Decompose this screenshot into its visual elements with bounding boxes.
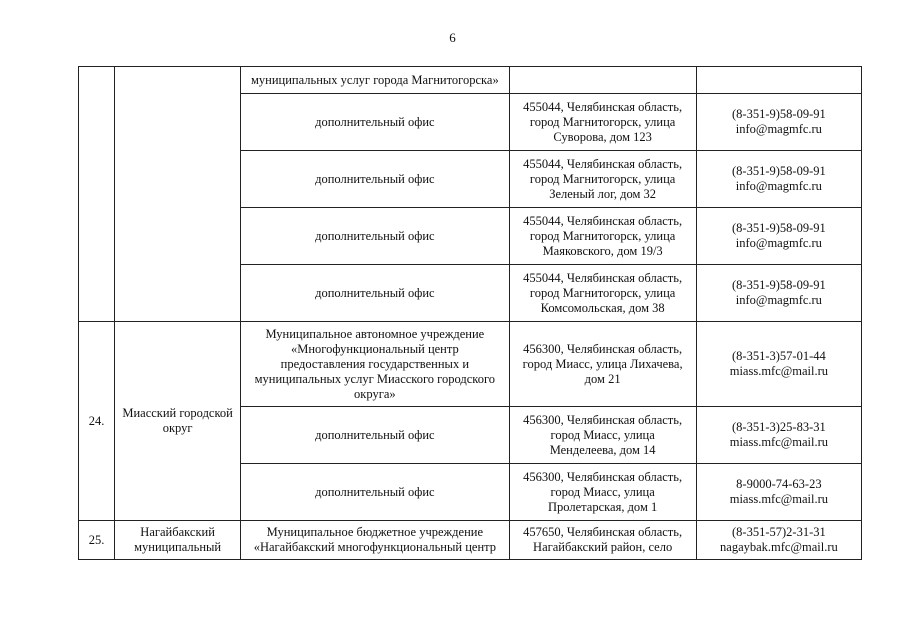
- address-line: город Магнитогорск, улица: [529, 114, 676, 129]
- address-line: 457650, Челябинская область,: [523, 525, 683, 539]
- contacts-cell: [696, 322, 861, 407]
- address-cell: [509, 94, 696, 151]
- organization-line: Муниципальное бюджетное учреждение: [266, 525, 484, 539]
- contacts-cell: [696, 464, 861, 521]
- phone-text: (8-351-9)58-09-91: [732, 164, 826, 178]
- row-number-cell: [79, 322, 115, 521]
- address-cell: [509, 521, 696, 560]
- district-line: муниципальный: [134, 540, 222, 554]
- row-number: 24.: [88, 413, 105, 428]
- organization-line: предоставления государственных и: [280, 356, 470, 371]
- organization-line: дополнительный офис: [315, 427, 435, 442]
- organization-line: «Нагайбакский многофункциональный центр: [253, 540, 496, 554]
- phone-text: (8-351-9)58-09-91: [732, 221, 826, 235]
- organization-line: Муниципальное автономное учреждение: [265, 326, 485, 341]
- address-cell: [509, 265, 696, 322]
- address-line: город Миасс, улица: [550, 427, 655, 442]
- table-row: [79, 521, 862, 560]
- address-line: 455044, Челябинская область,: [523, 270, 683, 285]
- email-text: nagaybak.mfc@mail.ru: [720, 540, 838, 554]
- contacts-cell: [696, 265, 861, 322]
- email-text: info@magmfc.ru: [735, 179, 822, 193]
- organization-cell: [241, 67, 509, 94]
- contacts-cell: [696, 208, 861, 265]
- organization-line: дополнительный офис: [315, 484, 435, 499]
- address-line: Пролетарская, дом 1: [548, 499, 658, 514]
- address-line: Маяковского, дом 19/3: [542, 243, 663, 258]
- organization-line: округа»: [354, 386, 396, 401]
- address-line: город Магнитогорск, улица: [529, 228, 676, 243]
- page-number: 6: [449, 30, 456, 45]
- address-line: город Миасс, улица Лихачева,: [522, 356, 683, 371]
- contacts-cell: [696, 521, 861, 560]
- address-line: дом 21: [584, 371, 621, 386]
- email-text: info@magmfc.ru: [735, 293, 822, 307]
- organization-cell: [241, 322, 509, 407]
- organization-line: дополнительный офис: [315, 285, 435, 300]
- organization-line: «Многофункциональный центр: [290, 341, 459, 356]
- address-cell: [509, 67, 696, 94]
- organization-cell: [241, 407, 509, 464]
- district-cell: [115, 67, 241, 322]
- email-text: miass.mfc@mail.ru: [729, 492, 829, 506]
- contacts-cell: [696, 151, 861, 208]
- address-line: Нагайбакский район, село: [533, 540, 673, 554]
- contacts-cell: [696, 407, 861, 464]
- address-line: город Миасс, улица: [550, 484, 655, 499]
- organization-cell: [241, 151, 509, 208]
- mfc-offices-table: [78, 66, 862, 560]
- email-text: miass.mfc@mail.ru: [729, 435, 829, 449]
- organization-line: дополнительный офис: [315, 114, 435, 129]
- phone-text: (8-351-57)2-31-31: [732, 525, 826, 539]
- row-number-cell: [79, 521, 115, 560]
- row-number: 25.: [88, 532, 105, 547]
- row-number-cell: [79, 67, 115, 322]
- address-line: 455044, Челябинская область,: [523, 213, 683, 228]
- phone-text: (8-351-3)57-01-44: [732, 349, 826, 363]
- organization-line: муниципальных услуг города Магнитогорска»: [250, 72, 499, 87]
- organization-line: муниципальных услуг Миасского городского: [254, 371, 496, 386]
- organization-cell: [241, 521, 509, 560]
- email-text: info@magmfc.ru: [735, 122, 822, 136]
- organization-line: дополнительный офис: [315, 171, 435, 186]
- address-line: Комсомольская, дом 38: [540, 300, 665, 315]
- address-line: 455044, Челябинская область,: [523, 156, 683, 171]
- phone-text: (8-351-9)58-09-91: [732, 278, 826, 292]
- district-line: Миасский городской: [122, 406, 233, 420]
- phone-text: (8-351-9)58-09-91: [732, 107, 826, 121]
- contacts-cell: [696, 67, 861, 94]
- address-cell: [509, 151, 696, 208]
- email-text: miass.mfc@mail.ru: [729, 364, 829, 378]
- district-line: Нагайбакский: [140, 525, 215, 539]
- district-cell: [115, 521, 241, 560]
- phone-text: 8-9000-74-63-23: [736, 477, 822, 491]
- phone-text: (8-351-3)25-83-31: [732, 420, 826, 434]
- address-line: Суворова, дом 123: [553, 129, 652, 144]
- organization-cell: [241, 208, 509, 265]
- address-cell: [509, 322, 696, 407]
- address-line: 456300, Челябинская область,: [523, 469, 683, 484]
- address-cell: [509, 407, 696, 464]
- organization-cell: [241, 265, 509, 322]
- address-cell: [509, 464, 696, 521]
- organization-line: дополнительный офис: [315, 228, 435, 243]
- table-row: [79, 322, 862, 407]
- contacts-cell: [696, 94, 861, 151]
- address-line: город Магнитогорск, улица: [529, 285, 676, 300]
- address-line: 456300, Челябинская область,: [523, 341, 683, 356]
- email-text: info@magmfc.ru: [735, 236, 822, 250]
- address-line: Менделеева, дом 14: [549, 442, 656, 457]
- address-line: 455044, Челябинская область,: [523, 99, 683, 114]
- address-line: город Магнитогорск, улица: [529, 171, 676, 186]
- district-cell: [115, 322, 241, 521]
- organization-cell: [241, 94, 509, 151]
- address-line: 456300, Челябинская область,: [523, 412, 683, 427]
- district-line: округ: [162, 421, 193, 435]
- table-row: [79, 67, 862, 94]
- address-line: Зеленый лог, дом 32: [549, 186, 657, 201]
- address-cell: [509, 208, 696, 265]
- organization-cell: [241, 464, 509, 521]
